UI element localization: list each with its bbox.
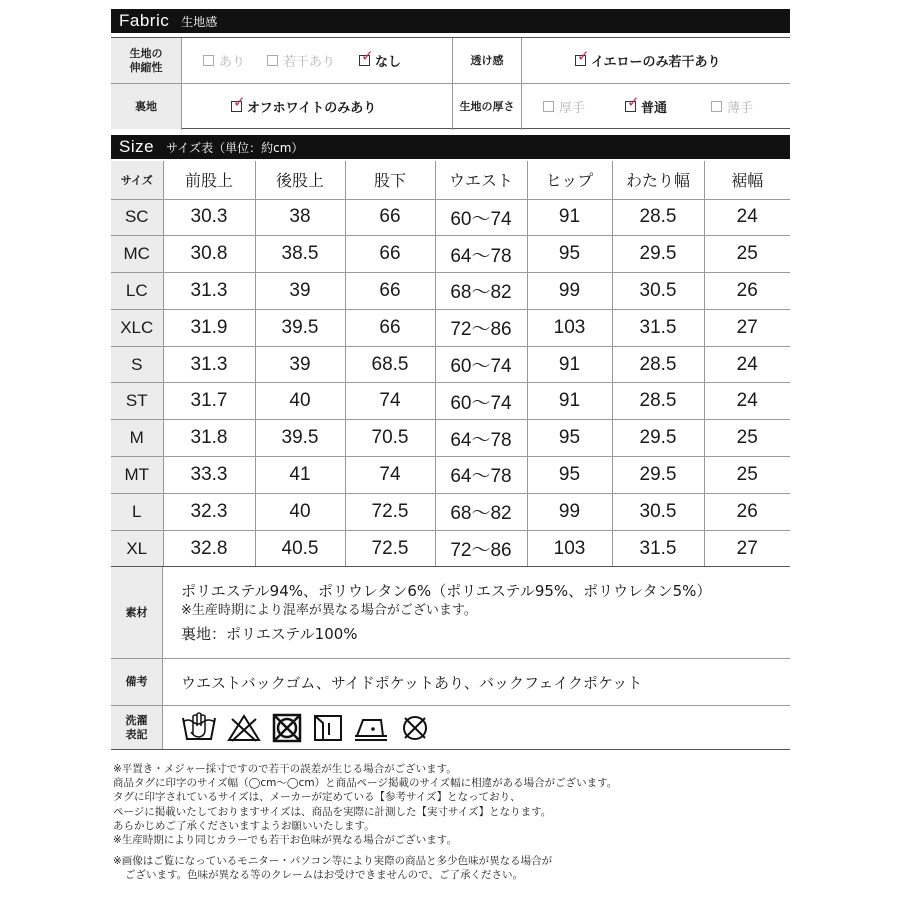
size-value-cell: 95 bbox=[527, 457, 612, 494]
product-info bbox=[111, 566, 790, 750]
size-label-cell: ST bbox=[111, 383, 163, 420]
size-table bbox=[111, 161, 790, 567]
size-value-cell: 40 bbox=[255, 493, 345, 530]
line-dry-icon bbox=[313, 713, 343, 743]
size-value-cell: 31.3 bbox=[163, 273, 255, 310]
remarks-row bbox=[111, 659, 790, 706]
size-row bbox=[111, 420, 790, 457]
size-value-cell: 68.5 bbox=[345, 346, 435, 383]
thickness-label: 生地の厚さ bbox=[459, 99, 515, 113]
size-value-cell: 64〜78 bbox=[435, 236, 527, 273]
size-value-cell: 91 bbox=[527, 346, 612, 383]
fabric-row-lining-thickness bbox=[111, 84, 790, 130]
size-value-cell: 28.5 bbox=[612, 199, 704, 236]
size-value-cell: 60〜74 bbox=[435, 199, 527, 236]
size-value-cell: 72〜86 bbox=[435, 309, 527, 346]
stretch-option-none: ✓ なし bbox=[359, 51, 401, 70]
care-symbols bbox=[163, 706, 431, 749]
size-value-cell: 99 bbox=[527, 273, 612, 310]
no-tumble-dry-icon bbox=[271, 712, 303, 744]
size-value-cell: 29.5 bbox=[612, 457, 704, 494]
size-value-cell: 60〜74 bbox=[435, 346, 527, 383]
size-value-cell: 40 bbox=[255, 383, 345, 420]
column-header: 裾幅 bbox=[704, 161, 790, 199]
size-value-cell: 31.5 bbox=[612, 530, 704, 567]
note-line: ございます。色味が異なる等のクレームはお受けできませんので、ご了承ください。 bbox=[125, 869, 523, 882]
remarks-content bbox=[163, 659, 642, 705]
fabric-header-subtitle: 生地感 bbox=[181, 14, 218, 29]
size-value-cell: 30.3 bbox=[163, 199, 255, 236]
size-value-cell: 31.8 bbox=[163, 420, 255, 457]
size-value-cell: 99 bbox=[527, 493, 612, 530]
stretch-label-line1: 生地の bbox=[129, 46, 163, 60]
size-value-cell: 68〜82 bbox=[435, 273, 527, 310]
size-value-cell: 29.5 bbox=[612, 420, 704, 457]
checkmark-icon bbox=[575, 55, 586, 66]
stretch-options bbox=[203, 38, 401, 83]
fabric-header bbox=[111, 9, 790, 33]
size-value-cell: 39.5 bbox=[255, 420, 345, 457]
size-value-cell: 27 bbox=[704, 309, 790, 346]
material-content bbox=[163, 567, 711, 658]
no-dry-clean-icon bbox=[399, 712, 431, 744]
size-row bbox=[111, 273, 790, 310]
size-value-cell: 91 bbox=[527, 199, 612, 236]
size-label-cell: MT bbox=[111, 457, 163, 494]
column-header: 股下 bbox=[345, 161, 435, 199]
column-header: わたり幅 bbox=[612, 161, 704, 199]
size-value-cell: 64〜78 bbox=[435, 457, 527, 494]
size-value-cell: 39.5 bbox=[255, 309, 345, 346]
care-row bbox=[111, 706, 790, 749]
checkmark-icon bbox=[359, 55, 370, 66]
note-line: ※画像はご覧になっているモニター・パソコン等により実際の商品と多少色味が異なる場合が bbox=[113, 855, 553, 868]
note-line: ※生産時期により同じカラーでも若干お色味が異なる場合がございます。 bbox=[113, 834, 457, 847]
stretch-option-slight: 若干あり bbox=[267, 51, 335, 70]
material-row bbox=[111, 567, 790, 659]
size-value-cell: 60〜74 bbox=[435, 383, 527, 420]
size-header-title: Size bbox=[119, 137, 155, 156]
checkmark-icon bbox=[231, 101, 242, 112]
column-header: ヒップ bbox=[527, 161, 612, 199]
note-line: あらかじめご了承くださいますようお願いいたします。 bbox=[113, 819, 375, 832]
size-header-subtitle: サイズ表（単位：約cm） bbox=[166, 140, 304, 155]
stretch-label-line2: 伸縮性 bbox=[129, 60, 163, 74]
size-value-cell: 40.5 bbox=[255, 530, 345, 567]
sheer-label: 透け感 bbox=[470, 53, 504, 67]
size-value-cell: 103 bbox=[527, 530, 612, 567]
low-iron-with-cloth-icon bbox=[353, 714, 389, 742]
size-value-cell: 26 bbox=[704, 273, 790, 310]
size-row bbox=[111, 530, 790, 567]
thickness-options bbox=[543, 84, 753, 129]
fabric-header-title: Fabric bbox=[119, 11, 170, 30]
size-value-cell: 31.5 bbox=[612, 309, 704, 346]
lining-composition: 裏地：ポリエステル100% bbox=[181, 625, 358, 643]
column-header: 後股上 bbox=[255, 161, 345, 199]
size-label-cell: XL bbox=[111, 530, 163, 567]
size-value-cell: 68〜82 bbox=[435, 493, 527, 530]
size-value-cell: 32.3 bbox=[163, 493, 255, 530]
size-value-cell: 33.3 bbox=[163, 457, 255, 494]
note-line: タグに印字されているサイズは、メーカーが定めている【参考サイズ】となっており、 bbox=[113, 791, 521, 804]
size-row bbox=[111, 346, 790, 383]
material-note: ※生産時期により混率が異なる場合がございます。 bbox=[181, 603, 477, 618]
size-value-cell: 28.5 bbox=[612, 383, 704, 420]
size-value-cell: 64〜78 bbox=[435, 420, 527, 457]
size-value-cell: 30.5 bbox=[612, 273, 704, 310]
size-value-cell: 103 bbox=[527, 309, 612, 346]
size-value-cell: 25 bbox=[704, 420, 790, 457]
stretch-label bbox=[111, 38, 181, 83]
remarks-text: ウエストバックゴム、サイドポケットあり、バックフェイクポケット bbox=[181, 673, 643, 692]
size-row bbox=[111, 199, 790, 236]
size-label-cell: L bbox=[111, 493, 163, 530]
size-value-cell: 95 bbox=[527, 236, 612, 273]
material-label: 素材 bbox=[111, 567, 163, 658]
size-value-cell: 70.5 bbox=[345, 420, 435, 457]
size-value-cell: 39 bbox=[255, 346, 345, 383]
thickness-option-thick: 厚手 bbox=[543, 97, 585, 116]
size-label-cell: M bbox=[111, 420, 163, 457]
size-label-cell: XLC bbox=[111, 309, 163, 346]
care-label-line1: 洗濯 bbox=[125, 713, 148, 727]
notes bbox=[113, 762, 793, 883]
size-value-cell: 24 bbox=[704, 346, 790, 383]
size-value-cell: 32.8 bbox=[163, 530, 255, 567]
care-label bbox=[111, 706, 163, 749]
size-row bbox=[111, 493, 790, 530]
size-value-cell: 66 bbox=[345, 309, 435, 346]
column-header: 前股上 bbox=[163, 161, 255, 199]
size-value-cell: 66 bbox=[345, 199, 435, 236]
hand-wash-40-icon bbox=[181, 712, 217, 744]
size-value-cell: 31.9 bbox=[163, 309, 255, 346]
size-value-cell: 74 bbox=[345, 457, 435, 494]
size-value-cell: 66 bbox=[345, 273, 435, 310]
size-value-cell: 72〜86 bbox=[435, 530, 527, 567]
thickness-option-normal: ✓ 普通 bbox=[625, 97, 667, 116]
column-header: サイズ bbox=[111, 161, 163, 199]
size-row bbox=[111, 383, 790, 420]
fabric-info bbox=[111, 37, 790, 129]
no-bleach-icon bbox=[227, 713, 261, 743]
size-value-cell: 72.5 bbox=[345, 530, 435, 567]
sheer-option-yellow: ✓ イエローのみ若干あり bbox=[575, 51, 720, 70]
size-value-cell: 26 bbox=[704, 493, 790, 530]
size-value-cell: 30.8 bbox=[163, 236, 255, 273]
checkbox-icon bbox=[203, 55, 214, 66]
checkbox-icon bbox=[711, 101, 722, 112]
size-value-cell: 25 bbox=[704, 236, 790, 273]
size-value-cell: 31.3 bbox=[163, 346, 255, 383]
note-line: ※平置き・メジャー採寸ですので若干の誤差が生じる場合がございます。 bbox=[113, 763, 457, 775]
lining-label: 裏地 bbox=[111, 84, 181, 129]
size-value-cell: 24 bbox=[704, 383, 790, 420]
size-value-cell: 38.5 bbox=[255, 236, 345, 273]
lining-options bbox=[231, 84, 376, 129]
material-composition: ポリエステル94%、ポリウレタン6%（ポリエステル95%、ポリウレタン5%） bbox=[181, 582, 712, 600]
size-value-cell: 74 bbox=[345, 383, 435, 420]
size-value-cell: 41 bbox=[255, 457, 345, 494]
size-value-cell: 28.5 bbox=[612, 346, 704, 383]
sheer-options bbox=[575, 38, 720, 83]
size-value-cell: 29.5 bbox=[612, 236, 704, 273]
column-header: ウエスト bbox=[435, 161, 527, 199]
note-line: 商品タグに印字のサイズ幅（◯cm〜◯cm）と商品ページ掲載のサイズ幅に相違がある場合がございます。 bbox=[113, 777, 618, 790]
remarks-label: 備考 bbox=[111, 659, 163, 705]
size-value-cell: 39 bbox=[255, 273, 345, 310]
note-line: ページに掲載いたしておりますサイズは、商品を実際に計測した【実寸サイズ】となります。 bbox=[113, 805, 552, 818]
size-value-cell: 72.5 bbox=[345, 493, 435, 530]
fabric-row-stretch-sheer bbox=[111, 38, 790, 84]
size-label-cell: MC bbox=[111, 236, 163, 273]
size-value-cell: 30.5 bbox=[612, 493, 704, 530]
size-value-cell: 31.7 bbox=[163, 383, 255, 420]
size-label-cell: LC bbox=[111, 273, 163, 310]
size-value-cell: 24 bbox=[704, 199, 790, 236]
checkmark-icon bbox=[625, 101, 636, 112]
size-value-cell: 66 bbox=[345, 236, 435, 273]
size-value-cell: 95 bbox=[527, 420, 612, 457]
size-value-cell: 25 bbox=[704, 457, 790, 494]
size-value-cell: 38 bbox=[255, 199, 345, 236]
checkbox-icon bbox=[543, 101, 554, 112]
size-value-cell: 91 bbox=[527, 383, 612, 420]
size-label-cell: S bbox=[111, 346, 163, 383]
size-header bbox=[111, 135, 790, 159]
size-row bbox=[111, 236, 790, 273]
lining-option-offwhite: ✓ オフホワイトのみあり bbox=[231, 97, 376, 116]
size-value-cell: 27 bbox=[704, 530, 790, 567]
care-label-line2: 表記 bbox=[125, 727, 148, 741]
size-label-cell: SC bbox=[111, 199, 163, 236]
size-row bbox=[111, 457, 790, 494]
size-table-header-row bbox=[111, 161, 790, 199]
checkbox-icon bbox=[267, 55, 278, 66]
size-row bbox=[111, 309, 790, 346]
thickness-option-thin: 薄手 bbox=[711, 97, 753, 116]
stretch-option-yes: あり bbox=[203, 51, 245, 70]
